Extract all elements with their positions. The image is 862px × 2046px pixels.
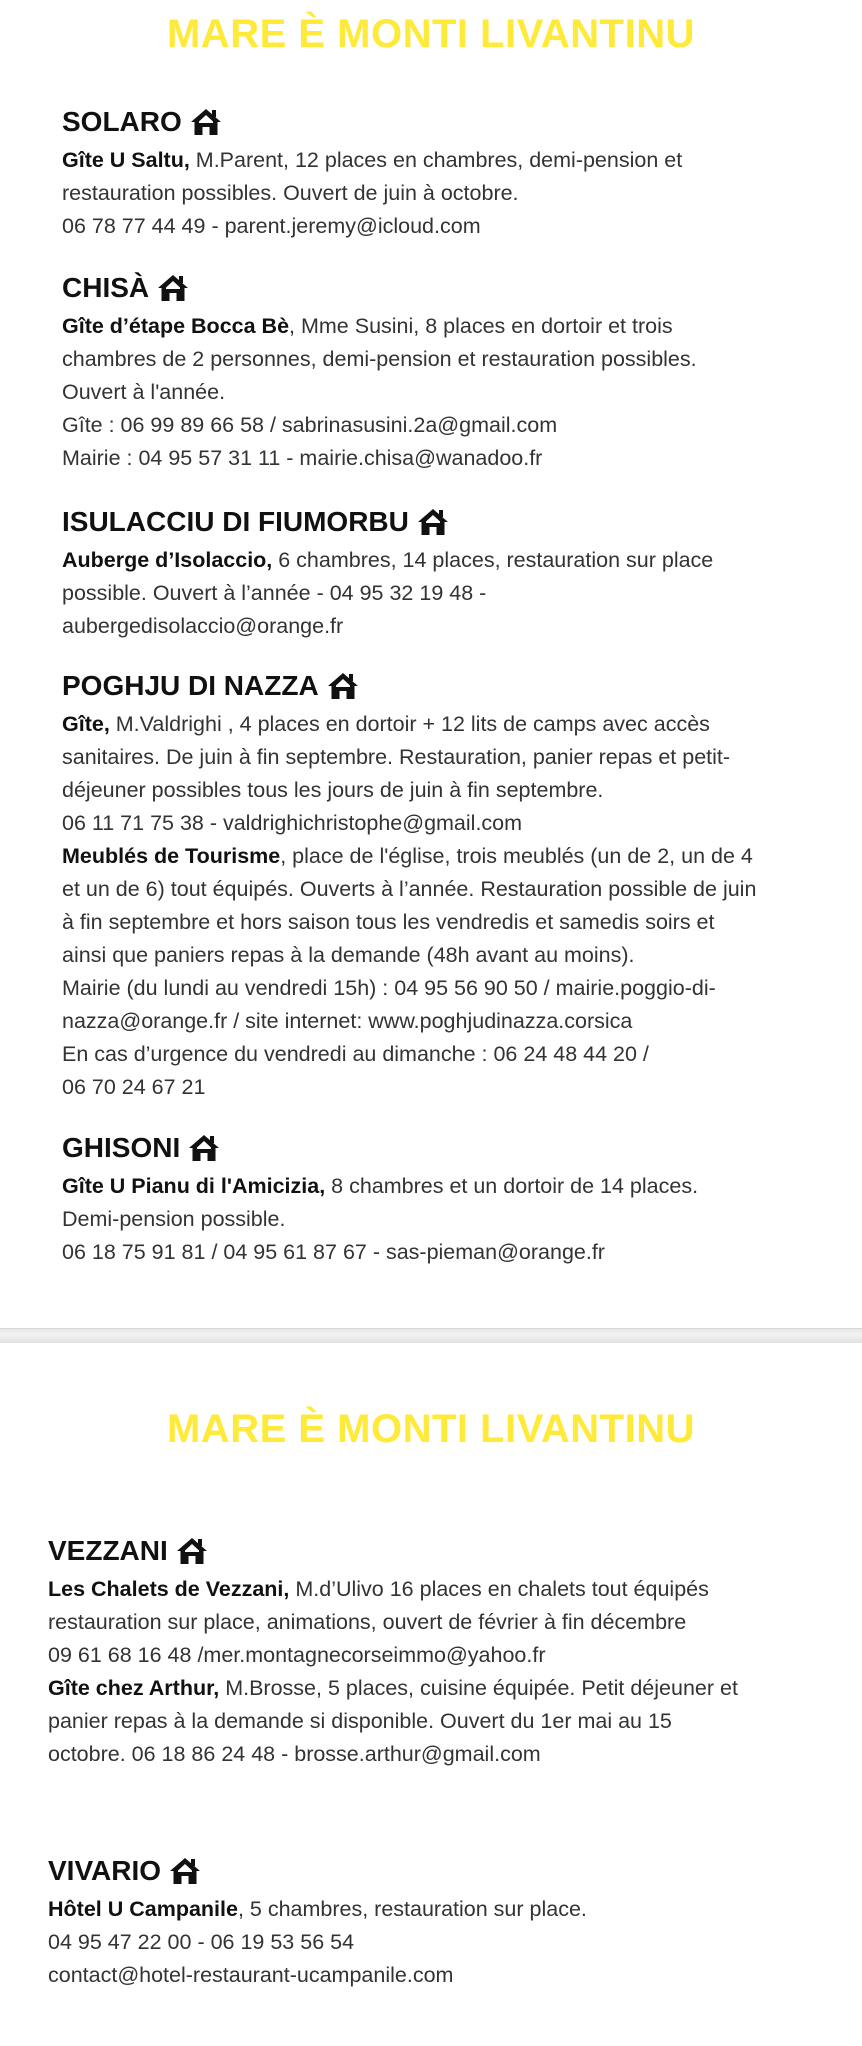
body-line (62, 610, 862, 643)
body-line (48, 1573, 848, 1606)
establishment-name: Meublés de Tourisme (62, 844, 281, 868)
line-text: Mairie (du lundi au vendredi 15h) : 04 95 56 90 50 / mairie.poggio-di- (62, 976, 716, 1000)
section-chis- (62, 270, 862, 475)
house-icon (417, 507, 449, 537)
body-line (48, 1926, 848, 1959)
section-heading-text: VEZZANI (48, 1535, 168, 1566)
establishment-name: Gîte U Pianu di l'Amicizia, (62, 1174, 326, 1198)
body-line (48, 1639, 848, 1672)
page-title: MARE È MONTI LIVANTINU (166, 1407, 695, 1451)
body-line (62, 577, 862, 610)
body-line (62, 210, 862, 243)
body-line (62, 1038, 862, 1071)
section-heading (62, 1130, 862, 1166)
establishment-name: Gîte chez Arthur, (48, 1676, 220, 1700)
line-text: aubergedisolaccio@orange.fr (62, 614, 344, 638)
line-text: 06 70 24 67 21 (62, 1075, 206, 1099)
establishment-name: Les Chalets de Vezzani, (48, 1577, 290, 1601)
line-text: et un de 6) tout équipés. Ouverts à l’année. Restauration possible de juin (62, 877, 757, 901)
section-heading (62, 504, 862, 540)
body-line (62, 840, 862, 873)
house-icon (188, 1133, 220, 1163)
body-line (62, 376, 862, 409)
body-line (48, 1959, 848, 1992)
body-line (62, 774, 862, 807)
body-line (62, 442, 862, 475)
house-icon (190, 107, 222, 137)
establishment-name: Hôtel U Campanile (48, 1897, 238, 1921)
line-text: 09 61 68 16 48 /mer.montagnecorseimmo@yahoo.fr (48, 1643, 546, 1667)
line-text: 06 11 71 75 38 - valdrighichristophe@gmail.com (62, 811, 523, 835)
body-line (62, 708, 862, 741)
section-heading-text: CHISÀ (62, 272, 150, 303)
section-heading-text: GHISONI (62, 1132, 181, 1163)
establishment-name: Gîte U Saltu, (62, 148, 190, 172)
body-line (62, 1071, 862, 1104)
establishment-name: Gîte d’étape Bocca Bè (62, 314, 290, 338)
body-line (62, 144, 862, 177)
section-solaro (62, 104, 862, 243)
section-heading-text: POGHJU DI NAZZA (62, 670, 319, 701)
establishment-name: Gîte, (62, 712, 110, 736)
line-text: Ouvert à l'année. (62, 380, 226, 404)
body-line (48, 1606, 848, 1639)
body-line (62, 741, 862, 774)
body-line (48, 1738, 848, 1771)
section-heading (48, 1853, 848, 1889)
page-separator (0, 1328, 862, 1344)
line-text: déjeuner possibles tous les jours de juin à fin septembre. (62, 778, 604, 802)
establishment-name: Auberge d’Isolaccio, (62, 548, 273, 572)
line-text: Gîte : 06 99 89 66 58 / sabrinasusini.2a@gmail.com (62, 413, 558, 437)
body-line (62, 409, 862, 442)
body-line (62, 906, 862, 939)
body-line (48, 1672, 848, 1705)
section-heading (62, 668, 862, 704)
body-line (48, 1893, 848, 1926)
section-ghisoni (62, 1130, 862, 1269)
section-isulacciu-di-fiumorbu (62, 504, 862, 643)
body-line (62, 310, 862, 343)
line-text: possible. Ouvert à l’année - 04 95 32 19 48 - (62, 581, 487, 605)
body-line (62, 807, 862, 840)
line-text: 6 chambres, 14 places, restauration sur place (272, 548, 714, 572)
page-title: MARE È MONTI LIVANTINU (166, 12, 695, 56)
line-text: restauration possibles. Ouvert de juin à octobre. (62, 181, 519, 205)
body-line (62, 1170, 862, 1203)
line-text: ainsi que paniers repas à la demande (48h avant au moins). (62, 943, 635, 967)
line-text: octobre. 06 18 86 24 48 - brosse.arthur@gmail.com (48, 1742, 541, 1766)
line-text: M.Valdrighi , 4 places en dortoir + 12 lits de camps avec accès (109, 712, 710, 736)
section-heading (62, 104, 862, 140)
body-line (62, 343, 862, 376)
line-text: restauration sur place, animations, ouvert de février à fin décembre (48, 1610, 687, 1634)
line-text: M.Parent, 12 places en chambres, demi-pension et (189, 148, 683, 172)
body-line (62, 177, 862, 210)
section-poghju-di-nazza (62, 668, 862, 1104)
line-text: , 5 chambres, restauration sur place. (237, 1897, 587, 1921)
line-text: 06 78 77 44 49 - parent.jeremy@icloud.com (62, 214, 481, 238)
house-icon (327, 671, 359, 701)
line-text: 06 18 75 91 81 / 04 95 61 87 67 - sas-pieman@orange.fr (62, 1240, 605, 1264)
line-text: M.Brosse, 5 places, cuisine équipée. Petit déjeuner et (219, 1676, 738, 1700)
body-line (62, 1005, 862, 1038)
body-line (62, 544, 862, 577)
body-line (62, 1203, 862, 1236)
line-text: 8 chambres et un dortoir de 14 places. (325, 1174, 699, 1198)
line-text: à fin septembre et hors saison tous les vendredis et samedis soirs et (62, 910, 715, 934)
body-line (62, 873, 862, 906)
body-line (62, 972, 862, 1005)
line-text: Demi-pension possible. (62, 1207, 286, 1231)
house-icon (176, 1536, 208, 1566)
section-heading-text: SOLARO (62, 106, 182, 137)
line-text: chambres de 2 personnes, demi-pension et restauration possibles. (62, 347, 697, 371)
line-text: En cas d’urgence du vendredi au dimanche : 06 24 48 44 20 / (62, 1042, 649, 1066)
line-text: sanitaires. De juin à fin septembre. Restauration, panier repas et petit- (62, 745, 731, 769)
house-icon (169, 1856, 201, 1886)
line-text: M.d’Ulivo 16 places en chalets tout équipés (289, 1577, 709, 1601)
page-2 (0, 1343, 862, 2046)
line-text: 04 95 47 22 00 - 06 19 53 56 54 (48, 1930, 355, 1954)
line-text: panier repas à la demande si disponible. Ouvert du 1er mai au 15 (48, 1709, 672, 1733)
section-heading (48, 1533, 848, 1569)
body-line (62, 939, 862, 972)
line-text: , place de l'église, trois meublés (un de 2, un de 4 (280, 844, 753, 868)
line-text: nazza@orange.fr / site internet: www.poghjudinazza.corsica (62, 1009, 633, 1033)
body-line (48, 1705, 848, 1738)
section-heading-text: VIVARIO (48, 1855, 162, 1886)
section-heading (62, 270, 862, 306)
section-vivario (48, 1853, 848, 1992)
section-vezzani (48, 1533, 848, 1771)
body-line (62, 1236, 862, 1269)
line-text: , Mme Susini, 8 places en dortoir et trois (289, 314, 673, 338)
house-icon (157, 273, 189, 303)
line-text: Mairie : 04 95 57 31 11 - mairie.chisa@wanadoo.fr (62, 446, 543, 470)
line-text: contact@hotel-restaurant-ucampanile.com (48, 1963, 454, 1987)
section-heading-text: ISULACCIU DI FIUMORBU (62, 506, 409, 537)
